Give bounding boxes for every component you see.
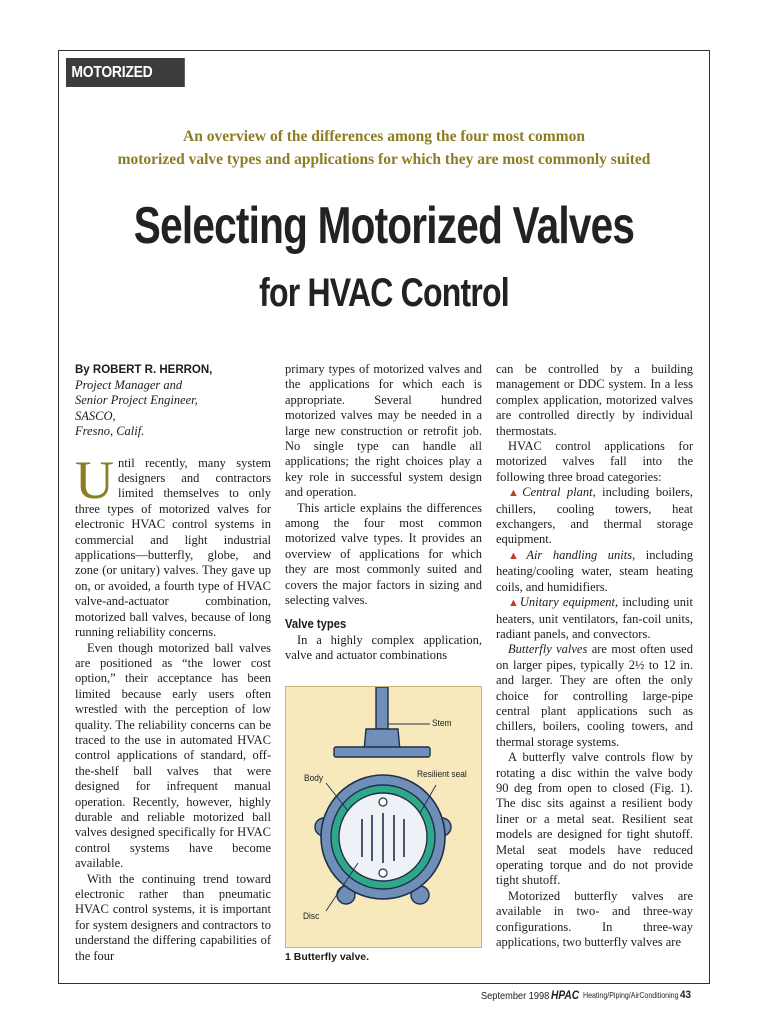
- bullet-lead: Unitary equipment,: [519, 595, 619, 610]
- deck-line-1: An overview of the differences among the four most common: [183, 128, 585, 145]
- column-3: [496, 362, 693, 950]
- paragraph: Motorized butterfly valves are available in two- and three-way configurations. In three-way applications, two butterfly valves are: [496, 888, 693, 950]
- column-2: [285, 362, 482, 663]
- paragraph-lead: Butterfly valves: [508, 642, 588, 657]
- footer-date: September 1998: [481, 990, 550, 1002]
- subhead: Valve types: [285, 616, 347, 631]
- paragraph-text: ntil recently, many system designers and contractors limited themselves to only three types of motorized valves for electronic HVAC control systems in commercial and light industrial applications—butterfly, globe, and zone (or unitary) valves. They gave up on, or avoided, a fourth type of HVAC valve-and-actuator combination, motorized ball valves, because of long running reliability concerns.: [75, 455, 271, 640]
- butterfly-valve-illustration: [286, 687, 483, 949]
- bullet-unitary: [496, 595, 693, 642]
- affiliation-line: Senior Project Engineer,: [75, 393, 198, 408]
- paragraph: A butterfly valve controls flow by rotating a disc within the valve body 90 deg from open to closed (Fig. 1). The disc sits against a resilient body liner or a metal seat. Resilient seat models are designed for tight shutoff. Metal seat models have reduced operating torque and do not provide tight shutoff.: [496, 750, 693, 888]
- affiliation-line: Fresno, Calif.: [75, 424, 145, 439]
- bullet-lead: Central plant,: [522, 485, 596, 500]
- bullet-text: including unit heaters, unit ventilators, fan-coil units, radiant panels, and convectors.: [496, 595, 693, 641]
- section-tag: MOTORIZED VALVES: [66, 58, 185, 87]
- deck: [60, 125, 708, 171]
- byline-author: By ROBERT R. HERRON,: [75, 364, 213, 376]
- figure-butterfly-valve: [285, 686, 482, 948]
- paragraph: can be controlled by a building management or DDC system. In a less complex application, motorized valves are controlled directly by individual thermostats.: [496, 362, 693, 438]
- title-line-2: for HVAC Control: [259, 271, 509, 315]
- paragraph: In a highly complex application, valve and actuator combinations: [285, 632, 482, 662]
- triangle-bullet-icon: ▲: [508, 597, 520, 610]
- valve-stem: [376, 687, 388, 729]
- drop-cap: U: [75, 449, 114, 510]
- footer-brand: HPAC: [551, 988, 580, 1002]
- column-1: [75, 362, 271, 964]
- bullet-air-handling: [496, 548, 693, 595]
- paragraph: [75, 449, 271, 641]
- byline-affiliation: [75, 378, 271, 440]
- affiliation-line: Project Manager and: [75, 378, 183, 392]
- paragraph: primary types of motorized valves and the applications for which each is appropriate. Several hundred motorized valves may be needed in a large new construction or retrofit job. No single type can handle all applications; the right choices play a key role in successful system design and operation.: [285, 362, 482, 500]
- paragraph: HVAC control applications for motorized valves fall into the following three broad categories:: [496, 439, 693, 484]
- triangle-bullet-icon: ▲: [508, 549, 527, 562]
- paragraph: [496, 642, 693, 750]
- footer-magazine: Heating/Piping/AirConditioning: [583, 991, 679, 1000]
- affiliation-line: SASCO,: [75, 408, 116, 423]
- figure-label-stem: Stem: [432, 718, 452, 729]
- title-line-1: Selecting Motorized Valves: [133, 197, 635, 255]
- figure-label-disc: Disc: [303, 911, 320, 922]
- page-footer: [0, 988, 768, 1004]
- bullet-central-plant: [496, 485, 693, 548]
- figure-caption: 1 Butterfly valve.: [285, 951, 370, 963]
- page-number: 43: [680, 989, 692, 1001]
- figure-label-body: Body: [304, 773, 324, 784]
- deck-line-2: motorized valve types and applications for which they are most commonly suited: [117, 151, 651, 168]
- bullet-lead: Air handling units,: [526, 547, 636, 562]
- paragraph-text: are most often used on larger pipes, typically 2½ to 12 in. and larger. They are often the only choice for controlling large-pipe central plant applications such as chillers, boilers, cooling towers, and thermal storage systems.: [496, 642, 693, 749]
- paragraph: Even though motorized ball valves are positioned as “the lower cost option,” their acceptance has been limited because early users often wrestled with the perception of low quality. The reliability concerns can be traced to the use in automated HVAC control applications of standard, off-the-shelf ball valves that were designed for infrequent manual operation. Recently, however, highly durable and reliable motorized ball valves designed specifically for HVAC control systems have become available.: [75, 640, 271, 871]
- paragraph: With the continuing trend toward electronic rather than pneumatic HVAC control systems, it is important for system designers and contractors to understand the differing capabilities of the four: [75, 871, 271, 963]
- triangle-bullet-icon: ▲: [508, 487, 523, 500]
- bullet-text: including boilers, chillers, cooling towers, heat exchangers, and thermal storage equipment.: [496, 485, 693, 547]
- paragraph: This article explains the differences among the four most common motorized valve types. It provides an overview of applications for which they are most commonly suited and covers the major factors in sizing and selecting valves.: [285, 500, 482, 608]
- bullet-text: including heating/cooling water, steam heating coils, and humidifiers.: [496, 547, 694, 594]
- figure-label-seal: Resilient seal: [417, 769, 467, 780]
- valve-top-plate: [334, 747, 430, 757]
